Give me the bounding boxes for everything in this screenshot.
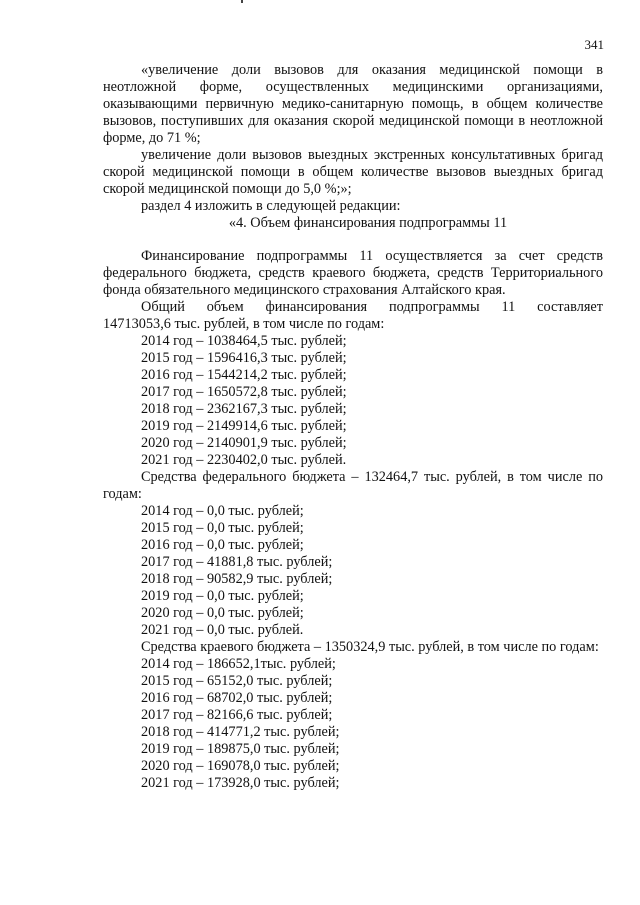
list-item: 2020 год – 0,0 тыс. рублей; [141, 605, 304, 621]
list-item: 2021 год – 173928,0 тыс. рублей; [141, 775, 340, 791]
list-item: 2015 год – 0,0 тыс. рублей; [141, 520, 304, 536]
paragraph-regional-budget: Средства краевого бюджета – 1350324,9 тыс. рублей, в том числе по годам: [141, 639, 599, 655]
list-item: 2021 год – 0,0 тыс. рублей. [141, 622, 304, 638]
list-item: 2020 год – 2140901,9 тыс. рублей; [141, 435, 347, 451]
scan-mark [241, 0, 243, 3]
paragraph-financing-sources: Финансирование подпрограммы 11 осуществляется за счет средств федерального бюджета, средств краевого бюджета, средств Территориального фонда обязательного медицинского страхования Алтайского края. [103, 248, 603, 298]
list-item: 2014 год – 0,0 тыс. рублей; [141, 503, 304, 519]
page-number: 341 [584, 37, 604, 52]
federal-by-year-list [103, 503, 603, 639]
paragraph-section-change: раздел 4 изложить в следующей редакции: [141, 198, 401, 214]
list-item: 2016 год – 0,0 тыс. рублей; [141, 537, 304, 553]
spacer [103, 232, 603, 248]
list-item: 2019 год – 2149914,6 тыс. рублей; [141, 418, 347, 434]
list-item: 2014 год – 186652,1тыс. рублей; [141, 656, 336, 672]
regional-by-year-list [103, 656, 603, 792]
paragraph-total-volume: Общий объем финансирования подпрограммы 11 составляет [141, 299, 603, 315]
list-item: 2016 год – 1544214,2 тыс. рублей; [141, 367, 347, 383]
list-item: 2015 год – 65152,0 тыс. рублей; [141, 673, 333, 689]
paragraph-consultative-brigades: увеличение доли вызовов выездных экстренных консультативных бригад скорой медицинской помощи в общем количестве вызовов выездных бригад скорой медицинской помощи до 5,0 %;»; [103, 147, 603, 197]
document-body [103, 62, 603, 792]
list-item: 2017 год – 82166,6 тыс. рублей; [141, 707, 333, 723]
list-item: 2021 год – 2230402,0 тыс. рублей. [141, 452, 347, 468]
paragraph-total-amount: 14713053,6 тыс. рублей, в том числе по годам: [103, 316, 385, 332]
section-heading: «4. Объем финансирования подпрограммы 11 [228, 215, 508, 231]
total-by-year-list [103, 333, 603, 469]
list-item: 2016 год – 68702,0 тыс. рублей; [141, 690, 333, 706]
list-item: 2017 год – 1650572,8 тыс. рублей; [141, 384, 347, 400]
list-item: 2015 год – 1596416,3 тыс. рублей; [141, 350, 347, 366]
list-item: 2018 год – 90582,9 тыс. рублей; [141, 571, 333, 587]
list-item: 2019 год – 0,0 тыс. рублей; [141, 588, 304, 604]
list-item: 2019 год – 189875,0 тыс. рублей; [141, 741, 340, 757]
paragraph-urgent-calls: «увеличение доли вызовов для оказания медицинской помощи в неотложной форме, осуществленных медицинскими организациями, оказывающими первичную медико-санитарную помощь, в общем количестве вызовов, поступивших для оказания скорой медицинской помощи в неотложной форме, до 71 %; [103, 62, 603, 146]
list-item: 2018 год – 2362167,3 тыс. рублей; [141, 401, 347, 417]
list-item: 2020 год – 169078,0 тыс. рублей; [141, 758, 340, 774]
paragraph-federal-budget: Средства федерального бюджета – 132464,7 тыс. рублей, в том числе по годам: [103, 469, 603, 502]
list-item: 2014 год – 1038464,5 тыс. рублей; [141, 333, 347, 349]
list-item: 2017 год – 41881,8 тыс. рублей; [141, 554, 333, 570]
list-item: 2018 год – 414771,2 тыс. рублей; [141, 724, 340, 740]
